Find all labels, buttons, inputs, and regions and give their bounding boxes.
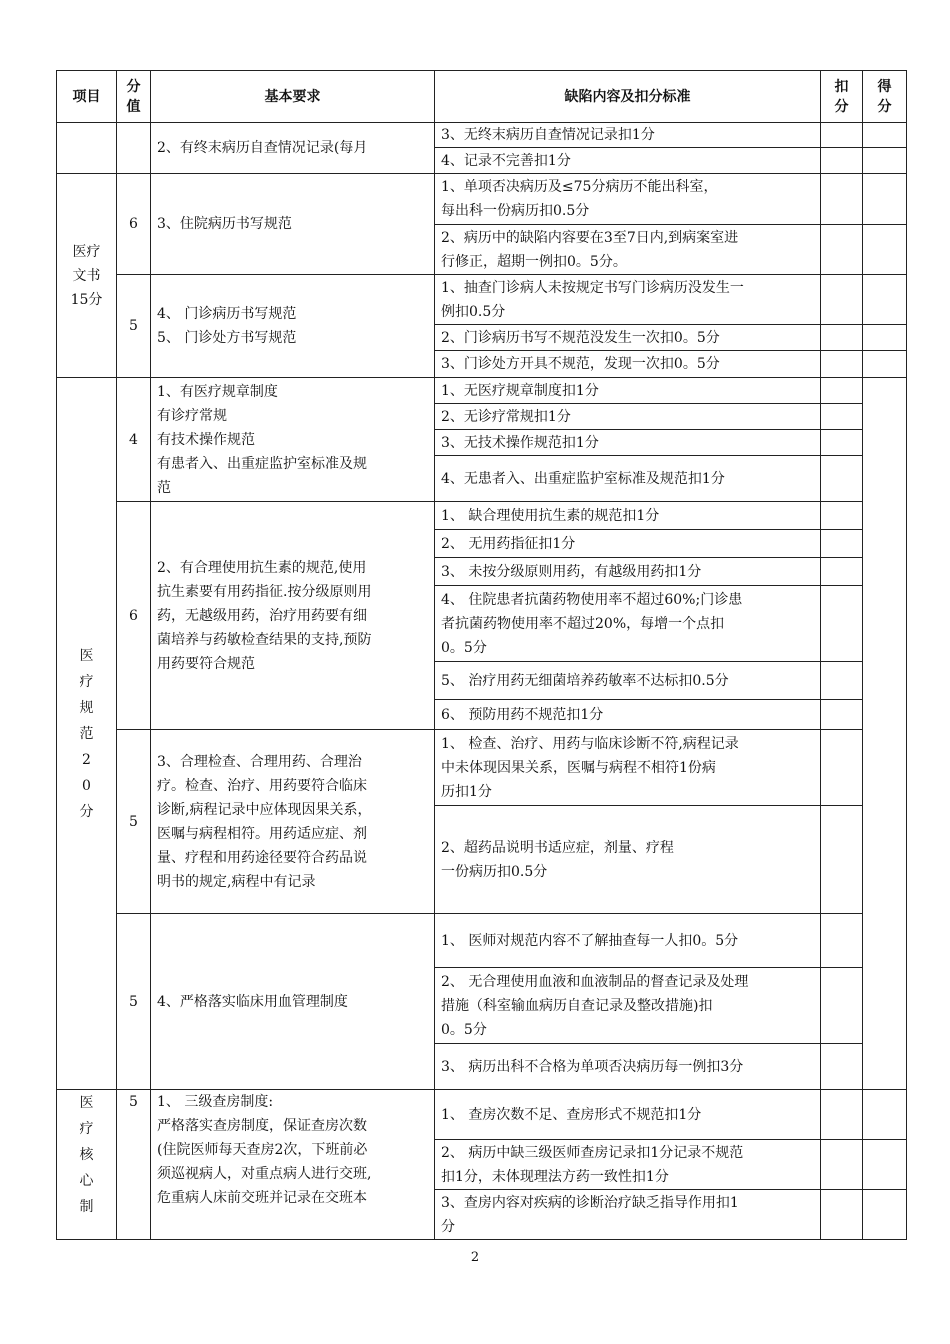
score-cell: 5 — [117, 1090, 151, 1240]
requirement-cell: 4、 门诊病历书写规范 5、 门诊处方书写规范 — [151, 275, 435, 378]
deducted-cell — [821, 148, 863, 174]
score-cell: 6 — [117, 174, 151, 275]
table-row — [57, 502, 907, 530]
score-cell: 4 — [117, 378, 151, 502]
requirement-cell: 1、有医疗规章制度 有诊疗常规 有技术操作规范 有患者入、出重症监护室标准及规 范 — [151, 378, 435, 502]
deduction-cell: 2、超药品说明书适应症，剂量、疗程 一份病历扣0.5分 — [435, 806, 821, 914]
deducted-cell — [821, 351, 863, 378]
deducted-cell — [821, 662, 863, 700]
requirement-cell: 1、 三级查房制度: 严格落实查房制度，保证查房次数 (住院医师每天查房2次，下班前必 须巡视病人，对重点病人进行交班, 危重病人床前交班并记录在交班本 — [151, 1090, 435, 1240]
table-row — [57, 730, 907, 806]
score-cell: 5 — [117, 275, 151, 378]
page-number: 2 — [470, 1250, 480, 1265]
deducted-cell — [821, 1190, 863, 1240]
header-score-got: 得 分 — [863, 71, 907, 123]
got-cell — [863, 225, 907, 275]
deduction-cell: 1、 缺合理使用抗生素的规范扣1分 — [435, 502, 821, 530]
deduction-cell: 1、 查房次数不足、查房形式不规范扣1分 — [435, 1090, 821, 1140]
deduction-cell: 2、 无合理使用血液和血液制品的督查记录及处理 措施（科室输血病历自查记录及整改措施)扣 0。5分 — [435, 968, 821, 1044]
category-medical-documents: 医疗 文书 15分 — [57, 174, 117, 378]
deduction-cell: 3、无终末病历自查情况记录扣1分 — [435, 123, 821, 148]
deduction-cell: 2、 病历中缺三级医师查房记录扣1分记录不规范 扣1分，未体现理法方药一致性扣1分 — [435, 1140, 821, 1190]
header-deduction-standard: 缺陷内容及扣分标准 — [435, 71, 821, 123]
scoring-table — [56, 70, 907, 1240]
table-row — [57, 914, 907, 968]
requirement-cell: 2、有合理使用抗生素的规范,使用 抗生素要有用药指征.按分级原则用 药，无越级用药，治疗用药要有细 菌培养与药敏检查结果的支持,预防 用药要符合规范 — [151, 502, 435, 730]
table-row — [57, 1090, 907, 1140]
deduction-cell: 3、查房内容对疾病的诊断治疗缺乏指导作用扣1 分 — [435, 1190, 821, 1240]
deducted-cell — [821, 123, 863, 148]
deducted-cell — [821, 914, 863, 968]
category-label: 医疗规范20分 — [79, 647, 94, 820]
deducted-cell — [821, 968, 863, 1044]
deduction-cell: 4、无患者入、出重症监护室标准及规范扣1分 — [435, 456, 821, 502]
category-label: 医疗核心制 — [79, 1095, 94, 1215]
category-core-system — [57, 1090, 117, 1240]
deduction-cell: 2、门诊病历书写不规范没发生一次扣0。5分 — [435, 325, 821, 351]
deduction-cell: 3、无技术操作规范扣1分 — [435, 430, 821, 456]
deducted-cell — [821, 456, 863, 502]
category-cell-empty — [57, 123, 117, 174]
category-medical-norms — [57, 378, 117, 1090]
table-row — [57, 275, 907, 325]
got-cell — [863, 174, 907, 225]
deduction-cell: 3、 未按分级原则用药，有越级用药扣1分 — [435, 558, 821, 586]
got-cell — [863, 1190, 907, 1240]
got-cell — [863, 148, 907, 174]
header-deducted: 扣 分 — [821, 71, 863, 123]
header-row — [57, 71, 907, 123]
got-cell — [863, 275, 907, 325]
requirement-cell: 4、严格落实临床用血管理制度 — [151, 914, 435, 1090]
deducted-cell — [821, 586, 863, 662]
got-cell — [863, 378, 907, 1090]
header-score: 分 值 — [117, 71, 151, 123]
deduction-cell: 2、 无用药指征扣1分 — [435, 530, 821, 558]
table-row — [57, 123, 907, 148]
deducted-cell — [821, 325, 863, 351]
deduction-cell: 5、 治疗用药无细菌培养药敏率不达标扣0.5分 — [435, 662, 821, 700]
got-cell — [863, 123, 907, 148]
deducted-cell — [821, 558, 863, 586]
score-cell: 5 — [117, 914, 151, 1090]
requirement-cell: 3、合理检查、合理用药、合理治 疗。检查、治疗、用药要符合临床 诊断,病程记录中应体现因果关系， 医嘱与病程相符。用药适应症、剂 量、疗程和用药途径要符合药品说 明书的规定,病程中有记录 — [151, 730, 435, 914]
deducted-cell — [821, 430, 863, 456]
deduction-cell: 4、 住院患者抗菌药物使用率不超过60%;门诊患 者抗菌药物使用率不超过20%，每增一个点扣 0。5分 — [435, 586, 821, 662]
header-item: 项目 — [57, 71, 117, 123]
deduction-cell: 4、记录不完善扣1分 — [435, 148, 821, 174]
got-cell — [863, 325, 907, 351]
deducted-cell — [821, 404, 863, 430]
requirement-cell: 2、有终末病历自查情况记录(每月 — [151, 123, 435, 174]
requirement-cell: 3、住院病历书写规范 — [151, 174, 435, 275]
deducted-cell — [821, 1044, 863, 1090]
score-cell: 5 — [117, 730, 151, 914]
deduction-cell: 2、病历中的缺陷内容要在3至7日内,到病案室进 行修正，超期一例扣0。5分。 — [435, 225, 821, 275]
deduction-cell: 1、 医师对规范内容不了解抽查每一人扣0。5分 — [435, 914, 821, 968]
score-cell: 6 — [117, 502, 151, 730]
deducted-cell — [821, 174, 863, 225]
header-requirement: 基本要求 — [151, 71, 435, 123]
deducted-cell — [821, 1140, 863, 1190]
got-cell — [863, 1090, 907, 1140]
deduction-cell: 3、门诊处方开具不规范，发现一次扣0。5分 — [435, 351, 821, 378]
deducted-cell — [821, 530, 863, 558]
deducted-cell — [821, 730, 863, 806]
deduction-cell: 2、无诊疗常规扣1分 — [435, 404, 821, 430]
deduction-cell: 1、 检查、治疗、用药与临床诊断不符,病程记录 中未体现因果关系，医嘱与病程不相符1份病 历扣1分 — [435, 730, 821, 806]
deducted-cell — [821, 806, 863, 914]
deduction-cell: 1、抽查门诊病人未按规定书写门诊病历没发生一 例扣0.5分 — [435, 275, 821, 325]
deducted-cell — [821, 502, 863, 530]
got-cell — [863, 351, 907, 378]
score-cell-empty — [117, 123, 151, 174]
deducted-cell — [821, 275, 863, 325]
deducted-cell — [821, 378, 863, 404]
deducted-cell — [821, 700, 863, 730]
deduction-cell: 3、 病历出科不合格为单项否决病历每一例扣3分 — [435, 1044, 821, 1090]
deducted-cell — [821, 1090, 863, 1140]
deduction-cell: 1、单项否决病历及≤75分病历不能出科室， 每出科一份病历扣0.5分 — [435, 174, 821, 225]
deduction-cell: 1、无医疗规章制度扣1分 — [435, 378, 821, 404]
table-row — [57, 378, 907, 404]
deducted-cell — [821, 225, 863, 275]
scoring-table-container — [56, 70, 906, 1240]
got-cell — [863, 1140, 907, 1190]
table-row — [57, 174, 907, 225]
deduction-cell: 6、 预防用药不规范扣1分 — [435, 700, 821, 730]
